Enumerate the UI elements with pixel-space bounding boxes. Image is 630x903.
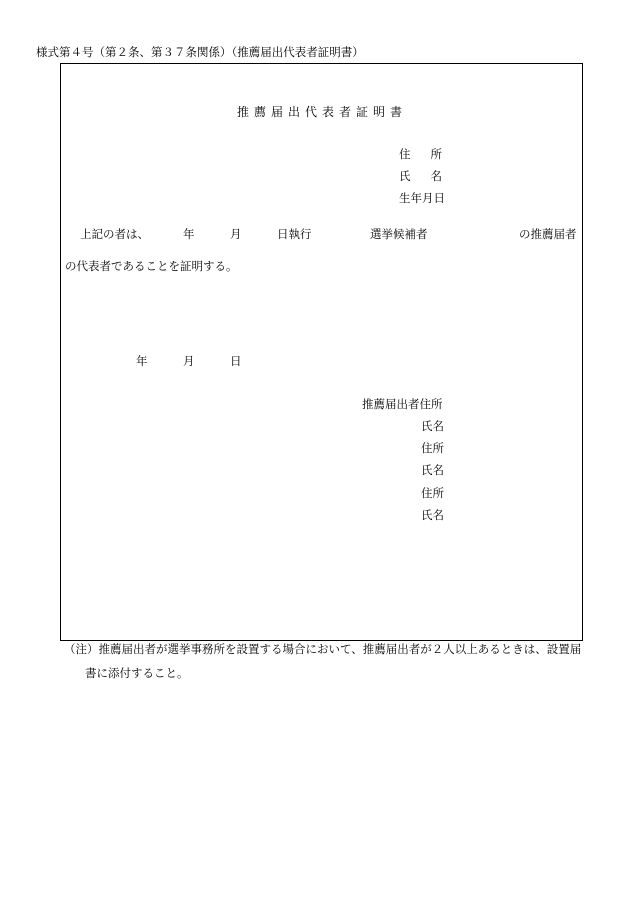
recommender-name-label: 氏名 — [421, 419, 444, 433]
candidate-birthdate-label: 生年月日 — [399, 191, 445, 205]
date-day-label: 日 — [230, 354, 242, 368]
date-month-label: 月 — [183, 354, 195, 368]
document-title: 推薦届出代表者証明書 — [237, 105, 408, 119]
statement-year: 年 — [183, 227, 195, 241]
footnote-line-1: （注）推薦届出者が選挙事務所を設置する場合において、推薦届出者が２人以上あるときは、設置届 — [64, 642, 582, 656]
statement-recommendation-suffix: の推薦届者 — [519, 227, 577, 241]
statement-intro: 上記の者は、 — [80, 227, 149, 241]
recommender-address-label: 推薦届出者住所 — [362, 397, 443, 411]
recommender-address-label: 住所 — [421, 441, 444, 455]
candidate-name-label: 氏名 — [399, 169, 462, 183]
footnote-line-2: 書に添付すること。 — [85, 666, 189, 680]
statement-line-2: の代表者であることを証明する。 — [65, 259, 238, 273]
recommender-name-label: 氏名 — [421, 508, 444, 522]
statement-month: 月 — [230, 227, 242, 241]
statement-election-candidate: 選挙候補者 — [370, 227, 428, 241]
certificate-frame — [60, 63, 583, 641]
recommender-name-label: 氏名 — [421, 463, 444, 477]
statement-day-election: 日執行 — [277, 227, 312, 241]
form-number-header: 様式第４号（第２条、第３７条関係）（推薦届出代表者証明書） — [36, 45, 364, 59]
recommender-address-label: 住所 — [421, 486, 444, 500]
date-year-label: 年 — [136, 354, 148, 368]
candidate-address-label: 住所 — [399, 147, 462, 161]
